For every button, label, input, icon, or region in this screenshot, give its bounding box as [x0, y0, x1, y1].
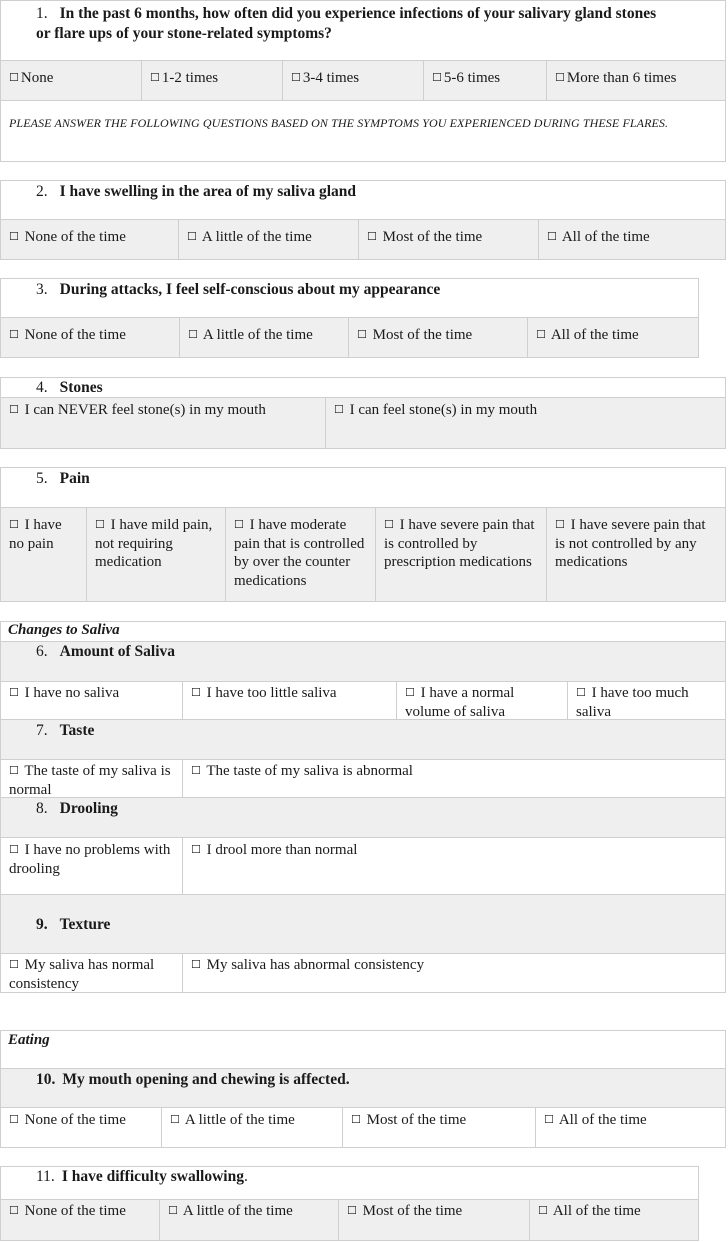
checkbox-icon[interactable]: ☐ — [347, 1204, 357, 1217]
checkbox-icon[interactable]: ☐ — [351, 1113, 361, 1126]
q4-question: 4. Stones — [36, 379, 103, 396]
checkbox-icon[interactable]: ☐ — [9, 1113, 19, 1126]
q9-question: 9. Texture — [36, 916, 111, 933]
q9-option-abnormal[interactable]: ☐ My saliva has abnormal consistency — [182, 953, 726, 993]
q6-option-normal[interactable]: ☐ I have a normal volume of saliva — [396, 681, 568, 720]
q5-option-moderate[interactable]: ☐ I have moderate pain that is controlled by over the counter medications — [225, 507, 376, 602]
checkbox-icon[interactable]: ☐ — [191, 958, 201, 971]
checkbox-icon[interactable]: ☐ — [9, 230, 19, 243]
saliva-section-title: Changes to Saliva — [8, 622, 120, 638]
checkbox-icon[interactable]: ☐ — [187, 230, 197, 243]
q3-question: 3. During attacks, I feel self-conscious about my appearance — [36, 281, 441, 298]
q10-option-all[interactable]: ☐ All of the time — [535, 1107, 726, 1148]
q11-option-none[interactable]: ☐ None of the time — [0, 1199, 160, 1241]
checkbox-icon[interactable]: ☐ — [9, 764, 19, 777]
checkbox-icon[interactable]: ☐ — [9, 403, 19, 416]
q7-question: 7. Taste — [36, 722, 95, 739]
checkbox-icon[interactable]: ☐ — [555, 518, 565, 531]
checkbox-icon[interactable]: ☐ — [188, 328, 198, 341]
checkbox-icon[interactable]: ☐ — [9, 843, 19, 856]
q6-option-too-much[interactable]: ☐ I have too much saliva — [567, 681, 726, 720]
q1-option-more-6[interactable]: ☐ More than 6 times — [546, 60, 726, 101]
checkbox-icon[interactable]: ☐ — [555, 71, 565, 84]
checkbox-icon[interactable]: ☐ — [168, 1204, 178, 1217]
checkbox-icon[interactable]: ☐ — [191, 843, 201, 856]
checkbox-icon[interactable]: ☐ — [367, 230, 377, 243]
q5-option-no-pain[interactable]: ☐ I have no pain — [0, 507, 87, 602]
q8-question: 8. Drooling — [36, 800, 118, 817]
checkbox-icon[interactable]: ☐ — [191, 764, 201, 777]
checkbox-icon[interactable]: ☐ — [95, 518, 105, 531]
q4-option-feel[interactable]: ☐ I can feel stone(s) in my mouth — [325, 397, 726, 449]
q7-option-normal[interactable]: ☐ The taste of my saliva is normal — [0, 759, 183, 798]
q11-question: 11. I have difficulty swallowing. — [36, 1168, 248, 1185]
eating-section-title: Eating — [8, 1032, 50, 1048]
checkbox-icon[interactable]: ☐ — [9, 958, 19, 971]
checkbox-icon[interactable]: ☐ — [544, 1113, 554, 1126]
q5-option-mild[interactable]: ☐ I have mild pain, not requiring medication — [86, 507, 226, 602]
q3-option-all[interactable]: ☐ All of the time — [527, 317, 699, 358]
checkbox-icon[interactable]: ☐ — [150, 71, 160, 84]
q10-option-little[interactable]: ☐ A little of the time — [161, 1107, 343, 1148]
q1-note-box — [0, 100, 726, 162]
q6-option-none[interactable]: ☐ I have no saliva — [0, 681, 183, 720]
q7-option-abnormal[interactable]: ☐ The taste of my saliva is abnormal — [182, 759, 726, 798]
q2-option-none[interactable]: ☐ None of the time — [0, 219, 179, 260]
checkbox-icon[interactable]: ☐ — [234, 518, 244, 531]
q1-option-1-2[interactable]: ☐ 1-2 times — [141, 60, 283, 101]
checkbox-icon[interactable]: ☐ — [9, 686, 19, 699]
checkbox-icon[interactable]: ☐ — [432, 71, 442, 84]
q11-option-little[interactable]: ☐ A little of the time — [159, 1199, 339, 1241]
q9-option-normal[interactable]: ☐ My saliva has normal consistency — [0, 953, 183, 993]
q1-question: 1. In the past 6 months, how often did you experience infections of your salivary gland stones or flare ups of your stone-related symptoms? — [36, 5, 657, 42]
checkbox-icon[interactable]: ☐ — [547, 230, 557, 243]
q8-option-drool[interactable]: ☐ I drool more than normal — [182, 837, 726, 895]
checkbox-icon[interactable]: ☐ — [384, 518, 394, 531]
q1-option-5-6[interactable]: ☐ 5-6 times — [423, 60, 547, 101]
q6-question: 6. Amount of Saliva — [36, 643, 176, 660]
q4-header — [0, 377, 726, 398]
q11-option-most[interactable]: ☐ Most of the time — [338, 1199, 530, 1241]
checkbox-icon[interactable]: ☐ — [291, 71, 301, 84]
checkbox-icon[interactable]: ☐ — [576, 686, 586, 699]
q5-option-severe-uncontrolled[interactable]: ☐ I have severe pain that is not controlled by any medications — [546, 507, 726, 602]
q11-option-all[interactable]: ☐ All of the time — [529, 1199, 699, 1241]
q2-option-little[interactable]: ☐ A little of the time — [178, 219, 359, 260]
q7-header — [0, 719, 726, 760]
q1-option-none[interactable]: ☐ None — [0, 60, 142, 101]
q6-option-little[interactable]: ☐ I have too little saliva — [182, 681, 397, 720]
q5-question: 5. Pain — [36, 470, 90, 487]
checkbox-icon[interactable]: ☐ — [536, 328, 546, 341]
q5-option-severe-controlled[interactable]: ☐ I have severe pain that is controlled by prescription medications — [375, 507, 547, 602]
q2-option-most[interactable]: ☐ Most of the time — [358, 219, 539, 260]
q10-question: 10. My mouth opening and chewing is affected. — [36, 1071, 350, 1088]
q3-option-none[interactable]: ☐ None of the time — [0, 317, 180, 358]
q8-option-no-problems[interactable]: ☐ I have no problems with drooling — [0, 837, 183, 895]
checkbox-icon[interactable]: ☐ — [191, 686, 201, 699]
checkbox-icon[interactable]: ☐ — [334, 403, 344, 416]
q2-question: 2. I have swelling in the area of my saliva gland — [36, 183, 357, 200]
checkbox-icon[interactable]: ☐ — [9, 328, 19, 341]
q5-header — [0, 467, 726, 508]
checkbox-icon[interactable]: ☐ — [9, 1204, 19, 1217]
q1-option-3-4[interactable]: ☐ 3-4 times — [282, 60, 424, 101]
checkbox-icon[interactable]: ☐ — [9, 71, 19, 84]
checkbox-icon[interactable]: ☐ — [405, 686, 415, 699]
q2-option-all[interactable]: ☐ All of the time — [538, 219, 726, 260]
checkbox-icon[interactable]: ☐ — [170, 1113, 180, 1126]
checkbox-icon[interactable]: ☐ — [357, 328, 367, 341]
q4-option-never[interactable]: ☐ I can NEVER feel stone(s) in my mouth — [0, 397, 326, 449]
q3-option-little[interactable]: ☐ A little of the time — [179, 317, 349, 358]
q10-option-none[interactable]: ☐ None of the time — [0, 1107, 162, 1148]
checkbox-icon[interactable]: ☐ — [9, 518, 19, 531]
eating-section-box — [0, 1030, 726, 1069]
q3-option-most[interactable]: ☐ Most of the time — [348, 317, 528, 358]
q10-option-most[interactable]: ☐ Most of the time — [342, 1107, 536, 1148]
q1-note: PLEASE ANSWER THE FOLLOWING QUESTIONS BASED ON THE SYMPTOMS YOU EXPERIENCED DURING THESE FLARES. — [9, 116, 669, 130]
checkbox-icon[interactable]: ☐ — [538, 1204, 548, 1217]
